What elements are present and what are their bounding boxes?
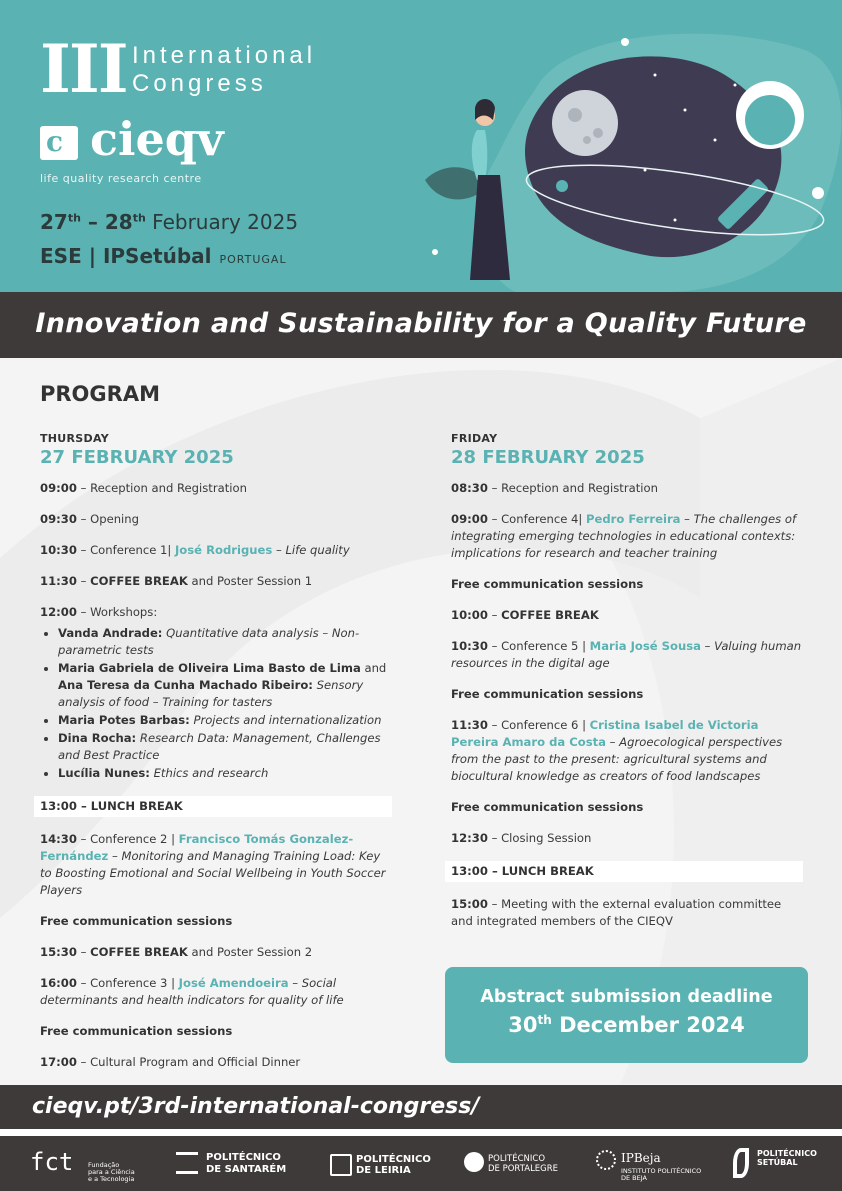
congress-theme: Innovation and Sustainability for a Quality Future: [35, 308, 807, 339]
header-banner: [0, 0, 842, 292]
schedule-item: 09:30 – Opening: [40, 512, 139, 526]
schedule-item: 10:30 – Conference 1| José Rodrigues – Life quality: [40, 543, 350, 557]
day-date: 27 FEBRUARY 2025: [40, 447, 234, 468]
schedule-item: 12:30 – Closing Session: [451, 831, 592, 845]
roman-numeral: III: [40, 30, 127, 108]
schedule-item: 09:00 – Conference 4| Pedro Ferreira – The challenges of integrating emerging technologies in educational contexts: implications for research and teacher training: [451, 512, 797, 560]
list-item: • Maria Potes Barbas: Projects and internationalization: [58, 712, 392, 729]
schedule-item: Free communication sessions: [451, 577, 644, 591]
schedule-item: 11:30 – Conference 6 | Cristina Isabel de Victoria Pereira Amaro da Costa – Agroecological perspectives from the past to the present: agricultural systems and biocultural knowledge as creators of food landscapes: [451, 718, 783, 783]
schedule-item: Free communication sessions: [451, 800, 644, 814]
schedule-item: 08:30 – Reception and Registration: [451, 481, 658, 495]
day-date: 28 FEBRUARY 2025: [451, 447, 645, 468]
workshop-list: [40, 625, 392, 782]
schedule-item: 10:30 – Conference 5 | Maria José Sousa – Valuing human resources in the digital age: [451, 639, 802, 670]
list-item: • Lucília Nunes: Ethics and research: [58, 765, 392, 782]
abstract-deadline-box: [445, 967, 808, 1063]
day-name: THURSDAY: [40, 432, 109, 445]
congress-url-link[interactable]: cieqv.pt/3rd-international-congress/: [32, 1094, 480, 1119]
schedule-item: 11:30 – COFFEE BREAK and Poster Session 1: [40, 574, 313, 588]
leiria-icon: [330, 1154, 352, 1176]
schedule-item: 17:00 – Cultural Program and Official Dinner: [40, 1055, 301, 1069]
schedule-item: 15:30 – COFFEE BREAK and Poster Session 2: [40, 945, 313, 959]
lunch-break: 13:00 – LUNCH BREAK: [445, 861, 803, 882]
list-item: • Maria Gabriela de Oliveira Lima Basto de Lima and Ana Teresa da Cunha Machado Ribeiro: Sensory analysis of food – Training for tasters: [58, 660, 392, 711]
schedule-item: Free communication sessions: [40, 1024, 233, 1038]
santarem-icon: [176, 1152, 198, 1174]
portalegre-icon: [464, 1152, 484, 1172]
cieqv-logo-icon: c: [40, 126, 78, 160]
day-name: FRIDAY: [451, 432, 498, 445]
schedule-item: 16:00 – Conference 3 | José Amendoeira – Social determinants and health indicators for quality of life: [40, 976, 344, 1007]
congress-title: International Congress: [132, 42, 317, 97]
lunch-break: 13:00 – LUNCH BREAK: [34, 796, 392, 817]
deadline-date: 30th December 2024: [508, 1013, 745, 1037]
tagline: life quality research centre: [40, 172, 202, 185]
schedule-item: 09:00 – Reception and Registration: [40, 481, 247, 495]
ipbeja-icon: [596, 1150, 616, 1170]
venue: ESE | IPSetúbal PORTUGAL: [40, 244, 287, 268]
friday-column: [451, 430, 803, 944]
schedule-item: 15:00 – Meeting with the external evaluation committee and integrated members of the CIEQV: [451, 897, 782, 928]
schedule-item: 14:30 – Conference 2 | Francisco Tomás Gonzalez-Fernández – Monitoring and Managing Training Load: Key to Boosting Emotional and Social Wellbeing in Youth Soccer Players: [40, 832, 386, 897]
schedule-item: Free communication sessions: [40, 914, 233, 928]
deadline-label: Abstract submission deadline: [480, 987, 773, 1007]
cieqv-logo-word: cieqv: [90, 112, 224, 166]
setubal-icon: [733, 1148, 749, 1178]
congress-dates: 27th – 28th February 2025: [40, 210, 299, 234]
schedule-item: 12:00 – Workshops: • Vanda Andrade: Quantitative data analysis – Non-parametric tests • Maria Gabriela de Oliveira Lima Basto de Lima and Ana Teresa da Cunha Machado Ribeiro: Sensory analysis of food – Training for tasters • Maria Potes Barbas: Projects and internationalization • Dina Rocha: Research Data: Management, Challenges and Best Practice • Lucília Nunes: Ethics and research: [40, 604, 392, 782]
space-illustration: [415, 30, 842, 292]
list-item: • Vanda Andrade: Quantitative data analysis – Non-parametric tests: [58, 625, 392, 659]
schedule-item: 10:00 – COFFEE BREAK: [451, 608, 599, 622]
schedule-item: Free communication sessions: [451, 687, 644, 701]
program-heading: PROGRAM: [40, 382, 160, 406]
list-item: • Dina Rocha: Research Data: Management, Challenges and Best Practice: [58, 730, 392, 764]
thursday-column: [40, 430, 392, 1085]
